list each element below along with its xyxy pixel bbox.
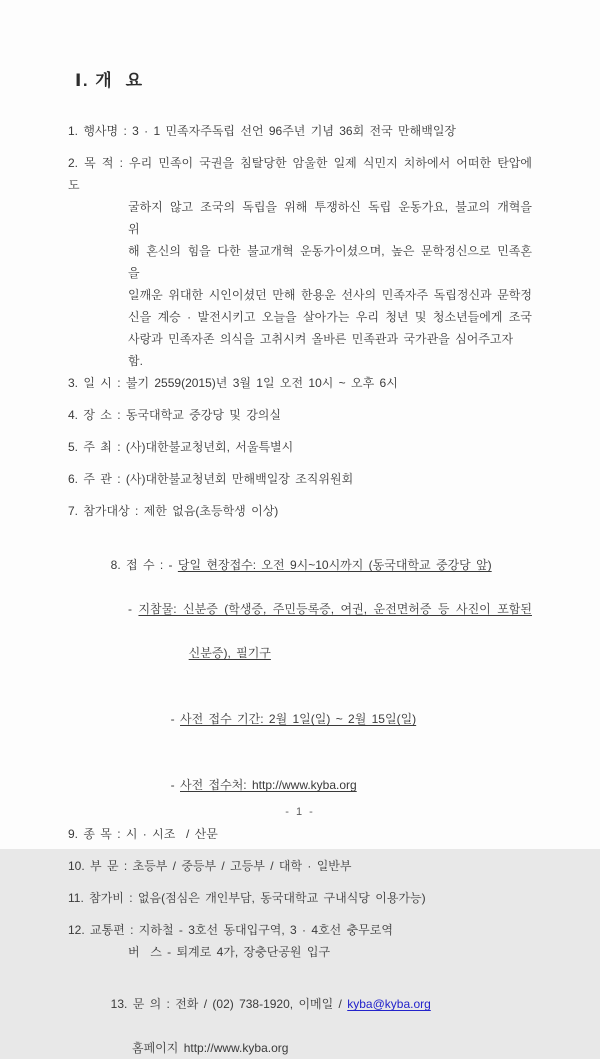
registration-bring-text2: 신분증), 필기구 bbox=[188, 646, 271, 660]
item-text: 4. 장 소 : 동국대학교 중강당 및 강의실 bbox=[68, 408, 281, 422]
bullet-dash: - bbox=[170, 778, 181, 792]
registration-period bbox=[68, 686, 532, 752]
contact-homepage: 홈페이지 http://www.kyba.org bbox=[132, 1041, 289, 1055]
item-text: 신을 계승 · 발전시키고 오늘을 살아가는 우리 청년 및 청소년들에게 조국 bbox=[128, 310, 532, 324]
registration-bring bbox=[68, 598, 532, 620]
list-item-event-name bbox=[68, 120, 532, 142]
item-text: 6. 주 관 : (사)대한불교청년회 만해백일장 조직위원회 bbox=[68, 472, 354, 486]
list-item-contact bbox=[68, 971, 532, 1059]
list-item-fee bbox=[68, 887, 532, 909]
registration-onsite bbox=[68, 532, 532, 598]
bullet-dash: - bbox=[128, 602, 139, 616]
registration-onsite-text: 당일 현장접수: 오전 9시~10시까지 (동국대학교 중강당 앞) bbox=[177, 558, 492, 572]
list-item-venue bbox=[68, 404, 532, 426]
list-item-organizer bbox=[68, 468, 532, 490]
item-text: 5. 주 최 : (사)대한불교청년회, 서울특별시 bbox=[68, 440, 294, 454]
registration-period-text: 사전 접수 기간: 2월 1일(일) ~ 2월 15일(일) bbox=[180, 712, 417, 726]
list-item-host bbox=[68, 436, 532, 458]
registration-bring-text: 지참물: 신분증 (학생증, 주민등록증, 여권, 운전면허증 등 사진이 포함된 bbox=[138, 602, 532, 616]
list-item-registration bbox=[68, 532, 532, 818]
item-text: 해 혼신의 힘을 다한 불교개혁 운동가이셨으며, 높은 문학정신으로 민족혼을 bbox=[128, 244, 532, 280]
list-item-divisions bbox=[68, 855, 532, 877]
page-number: - 1 - bbox=[285, 806, 315, 818]
page-title: Ⅰ. 개 요 bbox=[75, 71, 144, 90]
list-item-categories bbox=[68, 823, 532, 845]
item-text: 사랑과 민족자존 의식을 고취시켜 올바른 민족관과 국가관을 심어주고자 함. bbox=[128, 332, 519, 368]
item-text: 3. 일 시 : 불기 2559(2015)년 3월 1일 오전 10시 ~ 오후 6시 bbox=[68, 376, 398, 390]
item-text: 2. 목 적 : 우리 민족이 국권을 침탈당한 암울한 일제 식민지 치하에서 어떠한 탄압에도 bbox=[68, 156, 532, 192]
list-item-date bbox=[68, 372, 532, 394]
item-text: 11. 참가비 : 없음(점심은 개인부담, 동국대학교 구내식당 이용가능) bbox=[68, 891, 426, 905]
transport-bus: 버 스 - 퇴계로 4가, 장충단공원 입구 bbox=[128, 945, 331, 959]
registration-website-text: 사전 접수처: http://www.kyba.org bbox=[180, 778, 357, 792]
list-item-eligibility bbox=[68, 500, 532, 522]
bullet-dash: - bbox=[170, 712, 181, 726]
contact-prefix: 13. 문 의 : 전화 / (02) 738-1920, 이메일 / bbox=[110, 997, 348, 1011]
contact-phone-email bbox=[68, 971, 532, 1037]
item-text: 1. 행사명 : 3 · 1 민족자주독립 선언 96주년 기념 36회 전국 만해백일장 bbox=[68, 124, 457, 138]
item-text: 10. 부 문 : 초등부 / 중등부 / 고등부 / 대학 · 일반부 bbox=[68, 859, 352, 873]
item-text: 굴하지 않고 조국의 독립을 위해 투쟁하신 독립 운동가요, 불교의 개혁을 위 bbox=[128, 200, 532, 236]
item-text: 9. 종 목 : 시 · 시조 / 산문 bbox=[68, 827, 218, 841]
item-text: 7. 참가대상 : 제한 없음(초등학생 이상) bbox=[68, 504, 279, 518]
registration-bring-cont bbox=[68, 620, 532, 686]
list-item-transportation bbox=[68, 919, 532, 963]
transport-subway: 12. 교통편 : 지하철 - 3호선 동대입구역, 3 · 4호선 충무로역 bbox=[68, 923, 393, 937]
item-text: 일깨운 위대한 시인이셨던 만해 한용운 선사의 민족자주 독립정신과 문학정 bbox=[128, 288, 532, 302]
email-link[interactable]: kyba@kyba.org bbox=[347, 997, 431, 1011]
list-item-purpose bbox=[68, 152, 532, 372]
item-label: 8. 접 수 : - bbox=[110, 558, 178, 572]
